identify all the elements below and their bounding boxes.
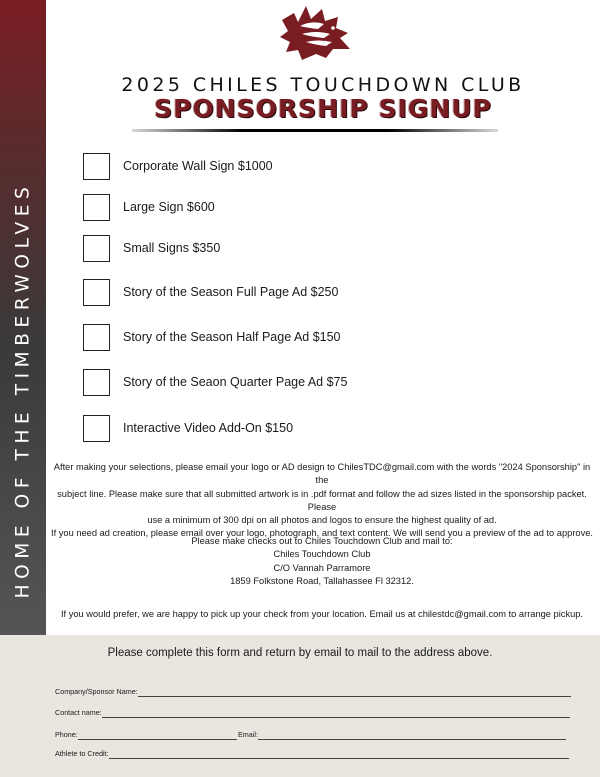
instructions-line: subject line. Please make sure that all submitted artwork is in .pdf format and follow the ad sizes listed in the sponsorship packet. Please <box>57 488 587 512</box>
athlete-field <box>55 747 569 759</box>
checkbox-large-sign[interactable] <box>83 194 110 221</box>
sidebar-banner <box>0 0 46 635</box>
mailing-line: Please make checks out to Chiles Touchdown Club and mail to: <box>191 536 453 546</box>
instructions-line: If you need ad creation, please email over your logo, photograph, and text content. We will send you a preview of the ad to approve. <box>51 528 593 539</box>
phone-field <box>55 728 237 740</box>
email-label: Email: <box>238 730 258 739</box>
title-divider <box>132 129 498 132</box>
company-field <box>55 685 571 697</box>
mailing-address-block <box>50 535 594 588</box>
timberwolf-logo-icon <box>278 4 354 62</box>
athlete-input[interactable] <box>109 749 569 759</box>
checkbox-half-page-ad[interactable] <box>83 324 110 351</box>
athlete-label: Athlete to Credit: <box>55 749 109 758</box>
checkbox-small-signs[interactable] <box>83 235 110 262</box>
option-corporate-wall-sign <box>83 152 273 180</box>
contact-label: Contact name: <box>55 708 102 717</box>
contact-field <box>55 706 570 718</box>
option-label: Corporate Wall Sign $1000 <box>123 159 273 173</box>
page-title-line1: 2025 CHILES TOUCHDOWN CLUB <box>121 74 525 96</box>
checkbox-corporate-wall-sign[interactable] <box>83 153 110 180</box>
option-interactive-video <box>83 414 293 442</box>
mailing-line: 1859 Folkstone Road, Tallahassee Fl 32312. <box>230 575 414 586</box>
phone-label: Phone: <box>55 730 78 739</box>
option-label: Story of the Seaon Quarter Page Ad $75 <box>123 375 348 389</box>
option-label: Large Sign $600 <box>123 200 215 214</box>
contact-name-input[interactable] <box>102 708 570 718</box>
option-label: Interactive Video Add-On $150 <box>123 421 294 435</box>
option-full-page-ad <box>83 278 338 306</box>
pickup-note: If you would prefer, we are happy to pick up your check from your location. Email us at chilestdc@gmail.com to arrange pickup. <box>60 609 584 619</box>
checkbox-interactive-video[interactable] <box>83 415 110 442</box>
phone-input[interactable] <box>78 730 237 740</box>
option-large-sign <box>83 193 215 221</box>
email-input[interactable] <box>258 730 566 740</box>
checkbox-quarter-page-ad[interactable] <box>83 369 110 396</box>
mailing-line: Chiles Touchdown Club <box>273 549 371 560</box>
checkbox-full-page-ad[interactable] <box>83 279 110 306</box>
instructions-line: After making your selections, please email your logo or AD design to ChilesTDC@gmail.com with the words "2024 Sponsorship" in the <box>53 462 591 486</box>
company-input[interactable] <box>138 687 571 697</box>
option-half-page-ad <box>83 323 341 351</box>
option-small-signs <box>83 234 220 262</box>
company-label: Company/Sponsor Name: <box>55 687 138 696</box>
option-label: Story of the Season Full Page Ad $250 <box>123 285 339 299</box>
sidebar-slogan: HOME OF THE TIMBERWOLVES <box>12 181 34 599</box>
page-title-line2: SPONSORSHIP SIGNUP <box>154 94 492 123</box>
option-label: Story of the Season Half Page Ad $150 <box>123 330 341 344</box>
form-section <box>0 635 600 777</box>
email-field <box>238 728 566 740</box>
option-quarter-page-ad <box>83 368 347 396</box>
option-label: Small Signs $350 <box>123 241 221 255</box>
instructions-line: use a minimum of 300 dpi on all photos and logos to ensure the highest quality of ad. <box>147 515 497 526</box>
instructions-block <box>50 461 594 541</box>
form-title: Please complete this form and return by email to mail to the address above. <box>107 647 493 659</box>
mailing-line: C/O Vannah Parramore <box>273 562 371 573</box>
